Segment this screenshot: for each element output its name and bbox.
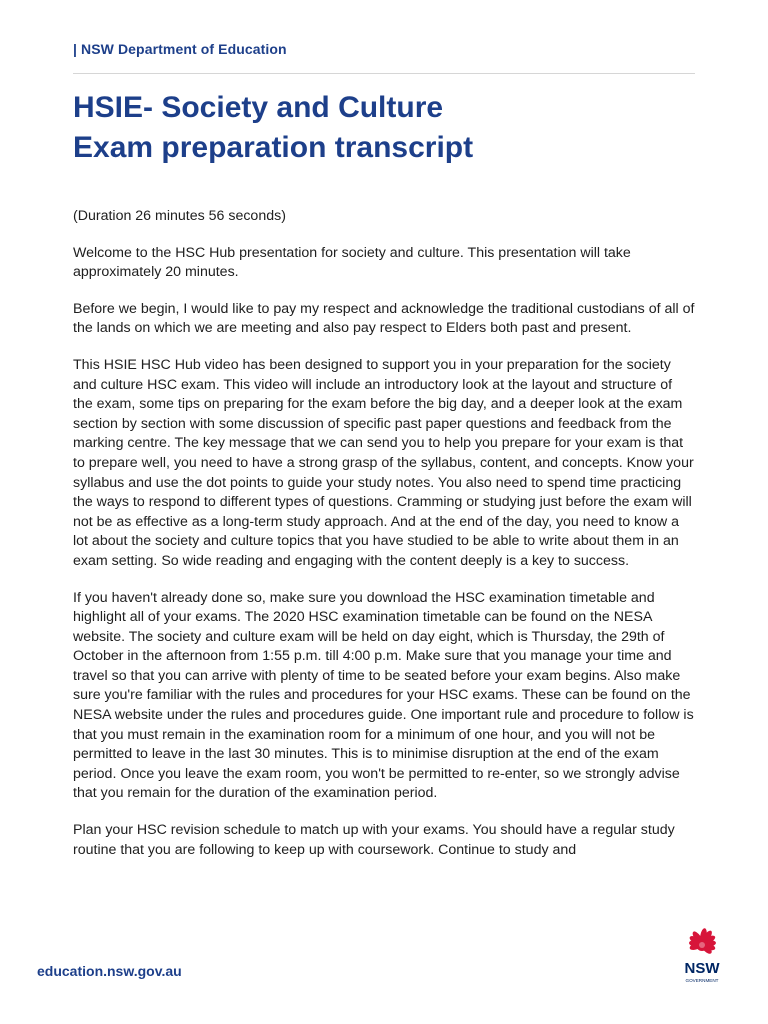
waratah-flower (688, 928, 716, 956)
logo-nsw-text: NSW (684, 960, 720, 977)
waratah-logo-icon (673, 926, 731, 988)
introduction-paragraph: This HSIE HSC Hub video has been designed to support you in your preparation for the society and culture HSC exam. This video will include an introductory look at the layout and structure of the exam, some tips on preparing for the exam before the big day, and a deeper look at the exam section by section with some discussion of specific past paper questions and feedback from the marking centre. The key message that we can send you to help you prepare for your exam is that to prepare well, you need to have a strong grasp of the syllabus, content, and concepts. Know your syllabus and use the dot points to guide your study notes. You also need to spend time practicing the ways to respond to different types of questions. Cramming or studying just before the exam will not be as effective as a long-term study approach. And at the end of the day, you need to know a lot about the society and culture topics that you have studied to be able to write about them in an exam setting. So wide reading and engaging with the content deeply is a key to success. (73, 356, 694, 569)
footer-url: education.nsw.gov.au (37, 963, 182, 979)
logo-government-text: GOVERNMENT (685, 978, 719, 983)
welcome-paragraph: Welcome to the HSC Hub presentation for society and culture. This presentation will take approximately 20 minutes. (73, 244, 631, 281)
timetable-paragraph: If you haven't already done so, make sure you download the HSC examination timetable and highlight all of your exams. The 2020 HSC examination timetable can be found on the NESA website. The society and culture exam will be held on day eight, which is Thursday, the 29th of October in the afternoon from 1:55 p.m. till 4:00 p.m. Make sure that you manage your time and travel so that you can arrive with plenty of time to be seated before your exam begins. Also make sure you're familiar with the rules and procedures for your HSC exams. These can be found on the NESA website under the rules and procedures guide. One important rule and procedure to follow is that you must remain in the examination room for a minimum of one hour, and you will not be permitted to leave in the last 30 minutes. This is to minimise disruption at the end of the exam period. Once you leave the exam room, you won't be permitted to re-enter, so we strongly advise that you remain for the duration of the examination period. (73, 589, 694, 802)
title-line-2: Exam preparation transcript (73, 131, 474, 164)
revision-paragraph: Plan your HSC revision schedule to match up with your exams. You should have a regular study routine that you are following to keep up with coursework. Continue to study and (73, 822, 675, 858)
title-line-1: HSIE- Society and Culture (73, 91, 444, 124)
department-header: | NSW Department of Education (73, 41, 287, 57)
page-title (73, 88, 473, 168)
duration-paragraph: (Duration 26 minutes 56 seconds) (73, 208, 286, 224)
acknowledgement-paragraph: Before we begin, I would like to pay my respect and acknowledge the traditional custodians of all of the lands on which we are meeting and also pay respect to Elders both past and present. (73, 300, 695, 337)
transcript-body (73, 207, 695, 877)
header-divider (73, 73, 695, 74)
